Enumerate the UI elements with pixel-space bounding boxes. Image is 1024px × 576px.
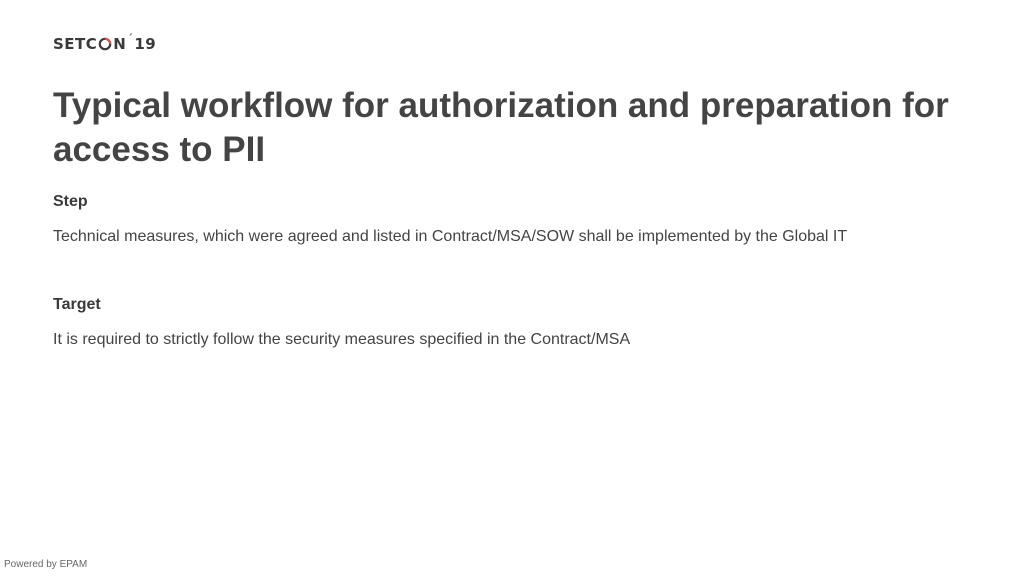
logo-suffix: N — [113, 35, 127, 53]
target-text: It is required to strictly follow the security measures specified in the Contract/MSA — [53, 331, 631, 348]
target-label: Target — [53, 296, 101, 313]
step-label: Step — [53, 193, 88, 210]
logo-year: 19 — [134, 35, 157, 53]
logo-tick: ´ — [127, 31, 134, 45]
page-title: Typical workflow for authorization and preparation for access to PII — [53, 86, 949, 169]
logo-ring-icon — [98, 37, 112, 51]
logo-prefix: SETC — [53, 35, 98, 53]
setcon-logo — [53, 31, 157, 54]
footer-powered-by: Powered by EPAM — [4, 559, 88, 570]
step-text: Technical measures, which were agreed and listed in Contract/MSA/SOW shall be implemented by the Global IT — [53, 228, 848, 245]
